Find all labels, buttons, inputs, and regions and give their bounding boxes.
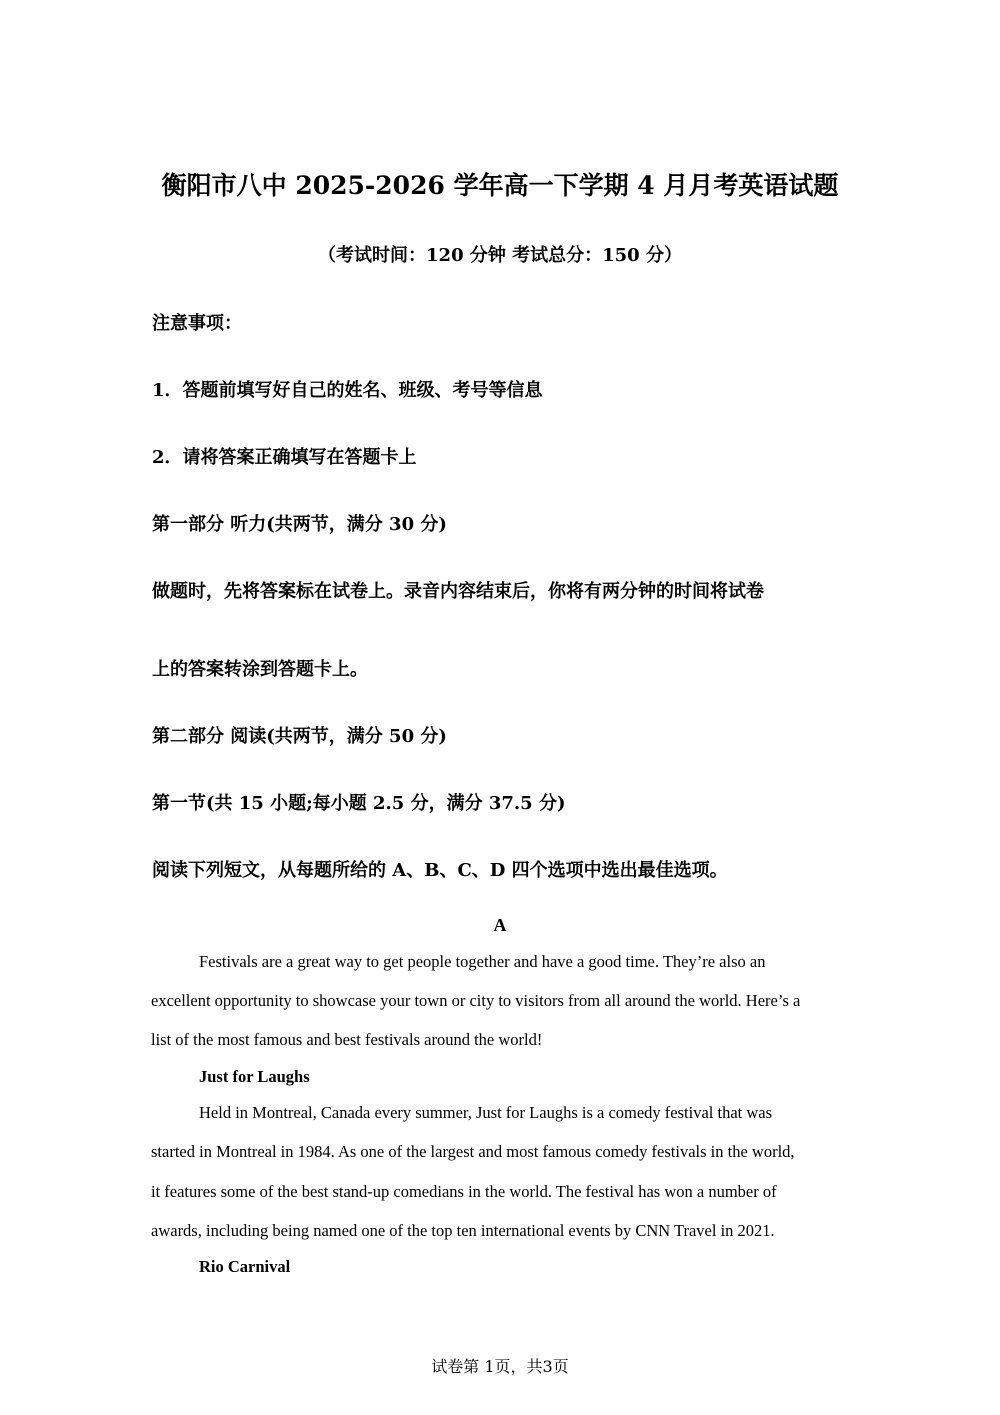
notes-heading: 注意事项： <box>152 313 242 334</box>
exam-subtitle: （考试时间：120 分钟 考试总分：150 分） <box>318 245 682 266</box>
part1-instruction-line1: 做题时，先将答案标在试卷上。录音内容结束后，你将有两分钟的时间将试卷 <box>152 581 764 602</box>
part1-heading: 第一部分 听力(共两节，满分 30 分) <box>152 514 447 535</box>
part2-heading: 第二部分 阅读(共两节，满分 50 分) <box>152 726 447 747</box>
passage-intro-line-3: list of the most famous and best festivals around the world! <box>151 1030 543 1049</box>
part2-section1-heading: 第一节(共 15 小题;每小题 2.5 分，满分 37.5 分) <box>152 793 566 814</box>
para1-line-3: it features some of the best stand-up comedians in the world. The festival has won a number of <box>151 1182 777 1201</box>
exam-title: 衡阳市八中 2025-2026 学年高一下学期 4 月月考英语试题 <box>161 171 839 200</box>
para1-line-2: started in Montreal in 1984. As one of the largest and most famous comedy festivals in the world, <box>151 1142 795 1161</box>
subheading-rio-carnival: Rio Carnival <box>199 1257 291 1276</box>
part1-instruction-line2: 上的答案转涂到答题卡上。 <box>152 659 368 680</box>
passage-label: A <box>493 915 507 935</box>
note-item-2: 2．请将答案正确填写在答题卡上 <box>152 447 417 468</box>
note-item-1: 1．答题前填写好自己的姓名、班级、考号等信息 <box>152 380 543 401</box>
page-footer: 试卷第 1页，共3页 <box>431 1357 569 1376</box>
passage-intro-line-2: excellent opportunity to showcase your town or city to visitors from all around the world. Here’s a <box>151 991 801 1010</box>
subheading-just-for-laughs: Just for Laughs <box>199 1067 310 1086</box>
passage-intro-line-1: Festivals are a great way to get people together and have a good time. They’re also an <box>199 952 766 971</box>
part2-instruction: 阅读下列短文，从每题所给的 A、B、C、D 四个选项中选出最佳选项。 <box>152 860 728 881</box>
para1-line-4: awards, including being named one of the top ten international events by CNN Travel in 2021. <box>151 1221 775 1240</box>
para1-line-1: Held in Montreal, Canada every summer, Just for Laughs is a comedy festival that was <box>199 1103 773 1122</box>
